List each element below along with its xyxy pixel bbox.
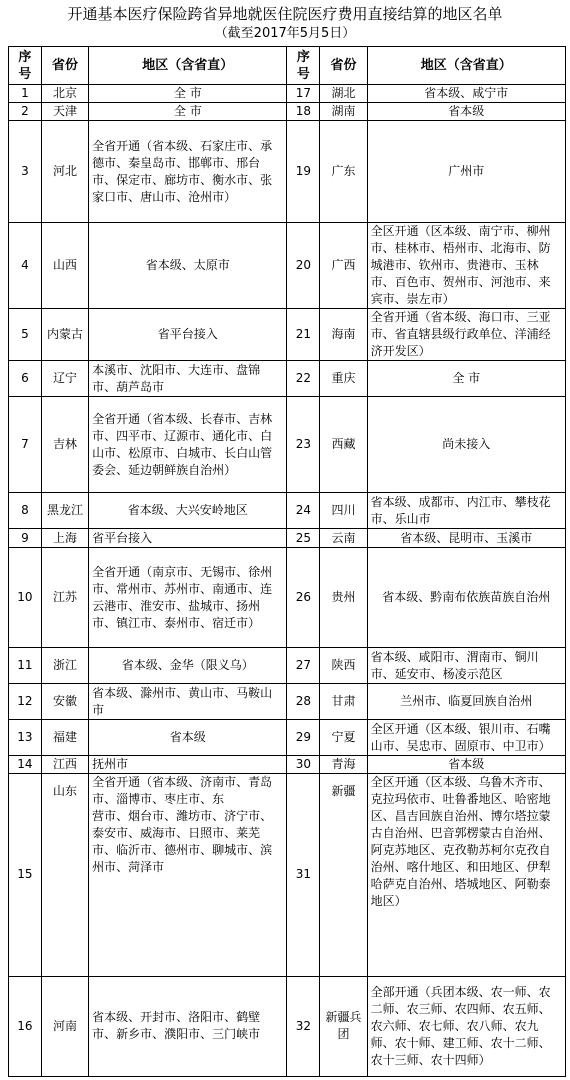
row-region: 营市、烟台市、潍坊市、济宁市、泰安市、威海市、日照市、莱芜市、临沂市、德州市、聊城市、滨州市、菏泽市 bbox=[89, 808, 287, 976]
row-index: 3 bbox=[9, 121, 42, 223]
row-index: 11 bbox=[9, 648, 42, 684]
document-title: 开通基本医疗保险跨省异地就医住院医疗费用直接结算的地区名单 bbox=[67, 5, 503, 23]
row-province: 辽宁 bbox=[41, 361, 88, 397]
row-region: 抚州市 bbox=[89, 756, 287, 774]
row-region: 省本级 bbox=[367, 756, 565, 774]
row-region: 省本级、太原市 bbox=[89, 223, 287, 309]
row-province: 天津 bbox=[41, 103, 88, 121]
table-row bbox=[9, 774, 566, 809]
header-region: 地区（含省直） bbox=[89, 47, 287, 85]
row-region: 省平台接入 bbox=[89, 309, 287, 361]
row-province: 广东 bbox=[320, 121, 367, 223]
row-province: 湖南 bbox=[320, 103, 367, 121]
row-index: 31 bbox=[287, 774, 320, 977]
row-province: 重庆 bbox=[320, 361, 367, 397]
row-province: 内蒙古 bbox=[41, 309, 88, 361]
row-region: 省本级、成都市、内江市、攀枝花市、乐山市 bbox=[367, 493, 565, 529]
table-header-row bbox=[9, 47, 566, 85]
row-province: 陕西 bbox=[320, 648, 367, 684]
header-region: 地区（含省直） bbox=[367, 47, 565, 85]
row-region: 省本级、大兴安岭地区 bbox=[89, 493, 287, 529]
row-province: 西藏 bbox=[320, 397, 367, 493]
row-province: 上海 bbox=[41, 529, 88, 548]
row-province: 青海 bbox=[320, 756, 367, 774]
table-row bbox=[9, 85, 566, 103]
row-index: 1 bbox=[9, 85, 42, 103]
row-region: 区、昌吉回族自治州、博尔塔拉蒙古自治州、巴音郭楞蒙古自治州、阿克苏地区、克孜勒苏柯尔克孜自治州、喀什地区、和田地区、伊犁哈萨克自治州、塔城地区、阿勒泰地区） bbox=[367, 808, 565, 976]
row-index: 9 bbox=[9, 529, 42, 548]
row-index: 20 bbox=[287, 223, 320, 309]
row-province: 吉林 bbox=[41, 397, 88, 493]
regions-table bbox=[8, 46, 566, 1077]
row-index: 12 bbox=[9, 684, 42, 720]
row-region: 尚未接入 bbox=[367, 397, 565, 493]
row-province: 甘肃 bbox=[320, 684, 367, 720]
row-province: 福建 bbox=[41, 720, 88, 756]
row-region: 全省开通（省本级、长春市、吉林市、四平市、辽源市、通化市、白山市、松原市、白城市、长白山管委会、延边朝鲜族自治州） bbox=[89, 397, 287, 493]
row-region: 全区开通（区本级、南宁市、柳州市、桂林市、梧州市、北海市、防城港市、钦州市、贵港市、玉林市、百色市、贺州市、河池市、来宾市、崇左市） bbox=[367, 223, 565, 309]
row-province: 宁夏 bbox=[320, 720, 367, 756]
row-index: 5 bbox=[9, 309, 42, 361]
table-row bbox=[9, 648, 566, 684]
row-index: 27 bbox=[287, 648, 320, 684]
row-index: 17 bbox=[287, 85, 320, 103]
row-region: 全部开通（兵团本级、农一师、农二师、农三师、农四师、农五师、农六师、农七师、农八师、农九师、农十师、建工师、农十二师、农十三师、农十四师） bbox=[367, 976, 565, 1076]
row-region: 省本级 bbox=[367, 103, 565, 121]
row-region: 全 市 bbox=[367, 361, 565, 397]
row-province: 新疆兵团 bbox=[320, 976, 367, 1076]
row-region: 省本级 bbox=[89, 720, 287, 756]
row-index: 23 bbox=[287, 397, 320, 493]
row-province: 浙江 bbox=[41, 648, 88, 684]
row-index: 18 bbox=[287, 103, 320, 121]
row-province: 河南 bbox=[41, 976, 88, 1076]
header-province: 省份 bbox=[320, 47, 367, 85]
table-row bbox=[9, 529, 566, 548]
row-province: 广西 bbox=[320, 223, 367, 309]
row-index: 21 bbox=[287, 309, 320, 361]
row-index: 22 bbox=[287, 361, 320, 397]
table-row bbox=[9, 223, 566, 309]
table-row bbox=[9, 121, 566, 223]
row-region: 兰州市、临夏回族自治州 bbox=[367, 684, 565, 720]
row-index: 13 bbox=[9, 720, 42, 756]
row-region: 省本级、咸阳市、渭南市、铜川市、延安市、杨凌示范区 bbox=[367, 648, 565, 684]
row-province: 新疆 bbox=[320, 774, 367, 809]
row-region: 全省开通（南京市、无锡市、徐州市、常州市、苏州市、南通市、连云港市、淮安市、盐城市、扬州市、镇江市、泰州市、宿迁市） bbox=[89, 548, 287, 648]
row-province: 江苏 bbox=[41, 548, 88, 648]
row-region: 省平台接入 bbox=[89, 529, 287, 548]
row-region: 全省开通（省本级、海口市、三亚市、省直辖县级行政单位、洋浦经济开发区） bbox=[367, 309, 565, 361]
row-index: 4 bbox=[9, 223, 42, 309]
row-province: 山东 bbox=[41, 774, 88, 809]
row-province: 海南 bbox=[320, 309, 367, 361]
table-row bbox=[9, 103, 566, 121]
row-index: 16 bbox=[9, 976, 42, 1076]
row-province: 北京 bbox=[41, 85, 88, 103]
row-region: 省本级、咸宁市 bbox=[367, 85, 565, 103]
row-province: 贵州 bbox=[320, 548, 367, 648]
row-region: 全 市 bbox=[89, 103, 287, 121]
row-index: 25 bbox=[287, 529, 320, 548]
row-region: 全区开通（区本级、银川市、石嘴山市、吴忠市、固原市、中卫市） bbox=[367, 720, 565, 756]
row-province: 安徽 bbox=[41, 684, 88, 720]
row-index: 30 bbox=[287, 756, 320, 774]
table-row bbox=[9, 397, 566, 493]
header-province: 省份 bbox=[41, 47, 88, 85]
row-province: 四川 bbox=[320, 493, 367, 529]
table-row bbox=[9, 756, 566, 774]
table-row bbox=[9, 976, 566, 1076]
document-subtitle: （截至2017年5月5日） bbox=[214, 26, 356, 41]
row-region: 省本级、开封市、洛阳市、鹤壁市、新乡市、濮阳市、三门峡市 bbox=[89, 976, 287, 1076]
row-region: 全省开通（省本级、石家庄市、承德市、秦皇岛市、邯郸市、邢台市、保定市、廊坊市、衡水市、张家口市、唐山市、沧州市） bbox=[89, 121, 287, 223]
row-region: 省本级、金华（限义乌） bbox=[89, 648, 287, 684]
row-index: 19 bbox=[287, 121, 320, 223]
row-index: 8 bbox=[9, 493, 42, 529]
table-row bbox=[9, 684, 566, 720]
row-region: 省本级、昆明市、玉溪市 bbox=[367, 529, 565, 548]
header-index: 序号 bbox=[287, 47, 320, 85]
row-region: 全省开通（省本级、济南市、青岛市、淄博市、枣庄市、东 bbox=[89, 774, 287, 809]
row-region: 全区开通（区本级、乌鲁木齐市、克拉玛依市、吐鲁番地区、哈密地 bbox=[367, 774, 565, 809]
row-index: 6 bbox=[9, 361, 42, 397]
table-row bbox=[9, 493, 566, 529]
row-index: 26 bbox=[287, 548, 320, 648]
row-province: 河北 bbox=[41, 121, 88, 223]
row-region: 广州市 bbox=[367, 121, 565, 223]
table-row bbox=[9, 548, 566, 648]
row-province: 湖北 bbox=[320, 85, 367, 103]
row-index: 29 bbox=[287, 720, 320, 756]
row-region: 全 市 bbox=[89, 85, 287, 103]
row-province-continued bbox=[320, 808, 367, 976]
row-region: 省本级、黔南布依族苗族自治州 bbox=[367, 548, 565, 648]
row-region: 本溪市、沈阳市、大连市、盘锦市、葫芦岛市 bbox=[89, 361, 287, 397]
row-province: 山西 bbox=[41, 223, 88, 309]
row-index: 14 bbox=[9, 756, 42, 774]
table-row bbox=[9, 720, 566, 756]
row-index: 24 bbox=[287, 493, 320, 529]
row-province-continued bbox=[41, 808, 88, 976]
table-row bbox=[9, 309, 566, 361]
row-province: 云南 bbox=[320, 529, 367, 548]
row-province: 黑龙江 bbox=[41, 493, 88, 529]
row-index: 2 bbox=[9, 103, 42, 121]
row-index: 7 bbox=[9, 397, 42, 493]
row-region: 省本级、滁州市、黄山市、马鞍山市 bbox=[89, 684, 287, 720]
table-row bbox=[9, 361, 566, 397]
header-index: 序号 bbox=[9, 47, 42, 85]
row-index: 10 bbox=[9, 548, 42, 648]
row-index: 15 bbox=[9, 774, 42, 977]
row-index: 28 bbox=[287, 684, 320, 720]
row-index: 32 bbox=[287, 976, 320, 1076]
row-province: 江西 bbox=[41, 756, 88, 774]
